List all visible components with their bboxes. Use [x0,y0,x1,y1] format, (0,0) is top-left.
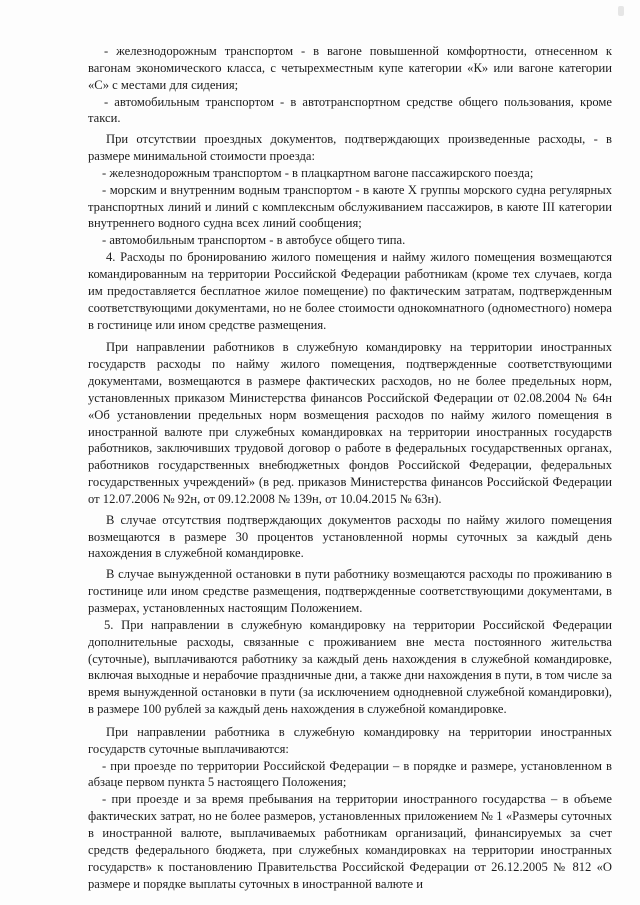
paragraph-rail-comfort: - железнодорожным транспортом - в вагоне повышенной комфортности, отнесенном к вагонам экономического класса, с четырехместным купе категории «К» или вагоне категории «С» с местами для сидения; [88,44,612,92]
paragraph-foreign-per-diem: При направлении работника в служебную командировку на территории иностранных государств суточные выплачиваются: [88,724,612,756]
paragraph-per-diem-abroad: - при проезде и за время пребывания на территории иностранного государства – в объеме фактических затрат, но не более размеров, установленных приложением № 1 «Размеры суточных в иностранной валюте, выплачиваемых работникам организаций, финансируемых за счет средств федерального бюджета, при служебных командировках на территории иностранных государств» к постановлению Правительства Российской Федерации от 26.12.2005 № 812 «О размере и порядке выплаты суточных в иностранной валюте и [88,792,612,891]
paragraph-foreign-housing: При направлении работников в служебную командировку на территории иностранных государств расходы по найму жилого помещения, подтвержденные соответствующими документами, возмещаются в размере фактических расходов, но не более предельных норм, установленных приказом Министерства финансов Российской Федерации от 02.08.2004 № 64н «Об установлении предельных норм возмещения расходов по найму жилого помещения в иностранной валюте при служебных командировках на территории иностранных государств работников, заключивших трудовой договор о работе в федеральных государственных органах, работников государственных внебюджетных фондов Российской Федерации, федеральных государственных учреждений» (в ред. приказов Министерства финансов Российской Федерации от 12.07.2006 № 92н, от 09.12.2008 № 139н, от 10.04.2015 № 63н). [88,340,612,506]
paragraph-sea-river: - морским и внутренним водным транспортом - в каюте X группы морского судна регулярных транспортных линий и линий с комплексным обслуживанием пассажиров, в каюте III категории внутреннего водного судна всех линий сообщения; [88,182,612,231]
paragraph-per-diem-russia: - при проезде по территории Российской Федерации – в порядке и размере, установленном в абзаце первом пункта 5 настоящего Положения; [88,758,612,790]
paragraph-no-tickets: При отсутствии проездных документов, подтверждающих произведенные расходы, - в размере минимальной стоимости проезда: [88,132,612,164]
paragraph-auto-transport: - автомобильным транспортом - в автотранспортном средстве общего пользования, кроме такси. [88,94,612,126]
scan-speck [618,6,624,16]
paragraph-no-housing-docs: В случае отсутствия подтверждающих документов расходы по найму жилого помещения возмещаются в размере 30 процентов установленной нормы суточных за каждый день нахождения в служебной командировке. [88,512,612,561]
paragraph-bus: - автомобильным транспортом - в автобусе общего типа. [102,233,406,248]
paragraph-rail-min: - железнодорожным транспортом - в плацкартном вагоне пассажирского поезда; [102,165,534,180]
paragraph-item-4: 4. Расходы по бронированию жилого помещения и найму жилого помещения возмещаются командированным на территории Российской Федерации работникам (кроме тех случаев, когда им предоставляется бесплатное жилое помещение) по фактическим затратам, подтвержденным соответствующими документами, но не более стоимости однокомнатного (одноместного) номера в гостинице или ином средстве размещения. [88,250,612,332]
paragraph-item-5: 5. При направлении в служебную командировку на территории Российской Федерации дополнительные расходы, связанные с проживанием вне места постоянного жительства (суточные), выплачиваются работнику за каждый день нахождения в служебной командировке, включая выходные и нерабочие праздничные дни, а также дни нахождения в пути, в том числе за время вынужденной остановки в пути (за исключением однодневной служебной командировки), в размере 100 рублей за каждый день нахождения в служебной командировке. [88,617,612,717]
paragraph-forced-stop: В случае вынужденной остановки в пути работнику возмещаются расходы по проживанию в гостинице или ином средстве размещения, подтвержденные соответствующими документами, в размерах, установленных настоящим Положением. [88,567,612,615]
document-body [88,43,612,892]
